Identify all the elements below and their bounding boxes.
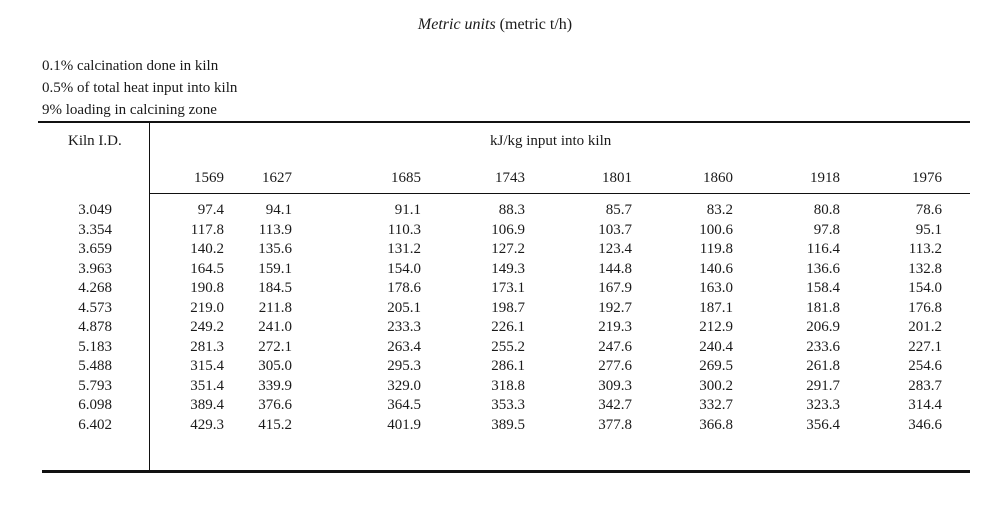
value-cell: 323.3 <box>806 397 840 413</box>
value-cell: 255.2 <box>491 338 525 355</box>
value-cell: 190.8 <box>190 280 224 296</box>
value-cell: 219.0 <box>190 299 224 316</box>
value-cell: 158.4 <box>806 280 840 296</box>
value-cell: 176.8 <box>908 299 942 316</box>
value-cell: 198.7 <box>491 299 525 316</box>
group-header-kj-per-kg: kJ/kg input into kiln <box>490 133 612 149</box>
value-cell: 342.7 <box>598 397 632 413</box>
kiln-id-cell: 3.659 <box>78 241 112 257</box>
value-cell: 113.2 <box>908 241 942 257</box>
column-header: 1801 <box>602 170 632 186</box>
column-header: 1627 <box>262 170 292 186</box>
value-cell: 88.3 <box>498 202 525 218</box>
column-header: 1569 <box>194 170 224 186</box>
value-cell: 389.4 <box>190 397 224 413</box>
value-cell: 154.0 <box>387 260 421 277</box>
kiln-id-cell: 6.402 <box>78 416 112 433</box>
value-cell: 97.8 <box>813 221 840 238</box>
table-row <box>0 261 990 281</box>
value-cell: 181.8 <box>806 299 840 316</box>
value-cell: 269.5 <box>699 358 733 374</box>
table-row <box>0 300 990 320</box>
value-cell: 233.6 <box>806 338 840 355</box>
kiln-id-cell: 4.268 <box>78 280 112 296</box>
value-cell: 263.4 <box>387 338 421 355</box>
kiln-id-cell: 3.354 <box>78 221 112 238</box>
value-cell: 192.7 <box>598 299 632 316</box>
column-headers <box>0 170 990 190</box>
value-cell: 315.4 <box>190 358 224 374</box>
value-cell: 94.1 <box>265 202 292 218</box>
column-header: 1743 <box>495 170 525 186</box>
value-cell: 277.6 <box>598 358 632 374</box>
table-row <box>0 339 990 359</box>
value-cell: 247.6 <box>598 338 632 355</box>
value-cell: 286.1 <box>491 358 525 374</box>
row-header-kiln-id: Kiln I.D. <box>68 133 122 149</box>
value-cell: 309.3 <box>598 377 632 394</box>
value-cell: 356.4 <box>806 416 840 433</box>
value-cell: 212.9 <box>699 319 733 335</box>
value-cell: 283.7 <box>908 377 942 394</box>
table-row <box>0 241 990 261</box>
value-cell: 91.1 <box>394 202 421 218</box>
kiln-id-cell: 4.878 <box>78 319 112 335</box>
value-cell: 119.8 <box>699 241 733 257</box>
note-loading: 9% loading in calcining zone <box>42 102 217 118</box>
value-cell: 144.8 <box>598 260 632 277</box>
value-cell: 201.2 <box>908 319 942 335</box>
value-cell: 272.1 <box>258 338 292 355</box>
value-cell: 249.2 <box>190 319 224 335</box>
value-cell: 159.1 <box>258 260 292 277</box>
value-cell: 205.1 <box>387 299 421 316</box>
value-cell: 227.1 <box>908 338 942 355</box>
value-cell: 291.7 <box>806 377 840 394</box>
column-header: 1976 <box>912 170 942 186</box>
value-cell: 254.6 <box>908 358 942 374</box>
table-row <box>0 222 990 242</box>
value-cell: 281.3 <box>190 338 224 355</box>
value-cell: 127.2 <box>491 241 525 257</box>
value-cell: 211.8 <box>258 299 292 316</box>
page-title <box>0 16 990 34</box>
table-row <box>0 378 990 398</box>
value-cell: 167.9 <box>598 280 632 296</box>
value-cell: 140.2 <box>190 241 224 257</box>
value-cell: 136.6 <box>806 260 840 277</box>
value-cell: 149.3 <box>491 260 525 277</box>
value-cell: 305.0 <box>258 358 292 374</box>
table-row <box>0 397 990 417</box>
value-cell: 339.9 <box>258 377 292 394</box>
value-cell: 131.2 <box>387 241 421 257</box>
value-cell: 164.5 <box>190 260 224 277</box>
value-cell: 376.6 <box>258 397 292 413</box>
title-italic: Metric units <box>417 16 496 33</box>
value-cell: 389.5 <box>491 416 525 433</box>
kiln-id-cell: 3.963 <box>78 260 112 277</box>
column-header: 1685 <box>391 170 421 186</box>
value-cell: 78.6 <box>915 202 942 218</box>
value-cell: 173.1 <box>491 280 525 296</box>
value-cell: 366.8 <box>699 416 733 433</box>
value-cell: 295.3 <box>387 358 421 374</box>
value-cell: 377.8 <box>598 416 632 433</box>
value-cell: 106.9 <box>491 221 525 238</box>
note-heat-input: 0.5% of total heat input into kiln <box>42 80 238 96</box>
value-cell: 184.5 <box>258 280 292 296</box>
table-top-rule <box>38 121 970 123</box>
table-row <box>0 417 990 437</box>
value-cell: 132.8 <box>908 260 942 277</box>
kiln-id-cell: 6.098 <box>78 397 112 413</box>
value-cell: 97.4 <box>197 202 224 218</box>
kiln-id-cell: 5.793 <box>78 377 112 394</box>
table-body <box>0 202 990 436</box>
kiln-id-cell: 5.183 <box>78 338 112 355</box>
table-row <box>0 319 990 339</box>
value-cell: 226.1 <box>491 319 525 335</box>
column-header: 1918 <box>810 170 840 186</box>
value-cell: 329.0 <box>387 377 421 394</box>
value-cell: 85.7 <box>605 202 632 218</box>
value-cell: 219.3 <box>598 319 632 335</box>
value-cell: 233.3 <box>387 319 421 335</box>
table-bottom-rule <box>42 470 970 473</box>
value-cell: 154.0 <box>908 280 942 296</box>
value-cell: 80.8 <box>813 202 840 218</box>
kiln-id-cell: 3.049 <box>78 202 112 218</box>
table-row <box>0 280 990 300</box>
note-calcination: 0.1% calcination done in kiln <box>42 58 219 74</box>
value-cell: 95.1 <box>915 221 942 238</box>
value-cell: 429.3 <box>190 416 224 433</box>
value-cell: 346.6 <box>908 416 942 433</box>
value-cell: 187.1 <box>699 299 733 316</box>
value-cell: 300.2 <box>699 377 733 394</box>
notes <box>42 55 237 121</box>
value-cell: 240.4 <box>699 338 733 355</box>
value-cell: 332.7 <box>699 397 733 413</box>
value-cell: 206.9 <box>806 319 840 335</box>
value-cell: 135.6 <box>258 241 292 257</box>
table-row <box>0 202 990 222</box>
kiln-id-cell: 5.488 <box>78 358 112 374</box>
value-cell: 103.7 <box>598 221 632 238</box>
value-cell: 353.3 <box>491 397 525 413</box>
table-row <box>0 358 990 378</box>
value-cell: 83.2 <box>706 202 733 218</box>
value-cell: 123.4 <box>598 241 632 257</box>
value-cell: 140.6 <box>699 260 733 277</box>
value-cell: 318.8 <box>491 377 525 394</box>
column-header: 1860 <box>703 170 733 186</box>
value-cell: 110.3 <box>387 221 421 238</box>
value-cell: 351.4 <box>190 377 224 394</box>
value-cell: 261.8 <box>806 358 840 374</box>
title-units: (metric t/h) <box>495 16 573 33</box>
value-cell: 100.6 <box>699 221 733 238</box>
kiln-id-cell: 4.573 <box>78 299 112 316</box>
value-cell: 364.5 <box>387 397 421 413</box>
value-cell: 241.0 <box>258 319 292 335</box>
value-cell: 163.0 <box>699 280 733 296</box>
value-cell: 113.9 <box>258 221 292 238</box>
value-cell: 116.4 <box>806 241 840 257</box>
value-cell: 415.2 <box>258 416 292 433</box>
header-underline-rule <box>150 193 970 194</box>
value-cell: 314.4 <box>908 397 942 413</box>
value-cell: 401.9 <box>387 416 421 433</box>
value-cell: 178.6 <box>387 280 421 296</box>
value-cell: 117.8 <box>190 221 224 238</box>
